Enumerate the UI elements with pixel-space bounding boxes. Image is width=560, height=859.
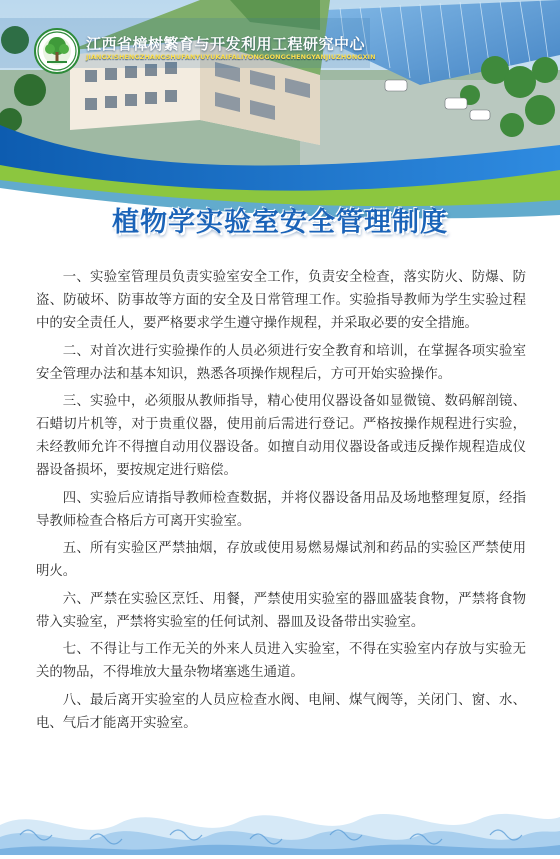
page-title: 植物学实验室安全管理制度 [112, 207, 448, 238]
rule-item-1: 一、实验室管理员负责实验室安全工作，负责安全检查，落实防火、防爆、防盗、防破坏、防事故等方面的安全及日常管理工作。实验指导教师为学生实验过程中的安全责任人，要严格要求学生遵守操作规程，并采取必要的安全措施。 [36, 270, 526, 331]
camphor-tree-logo-icon [36, 30, 78, 72]
wave-decoration [0, 795, 560, 855]
rule-item-3: 三、实验中，必须服从教师指导，精心使用仪器设备如显微镜、数码解剖镜、石蜡切片机等，对于贵重仪器，使用前后需进行登记。严格按操作规程进行实验，未经教师允许不得擅自动用仪器设备。如擅自动用仪器设备或违反操作规程造成仪器设备损坏，要按规定进行赔偿。 [36, 394, 526, 478]
org-name: 江西省樟树繁育与开发利用工程研究中心 [86, 35, 366, 53]
rule-item-7: 七、不得让与工作无关的外来人员进入实验室，不得在实验室内存放与实验无关的物品，不得堆放大量杂物堵塞逃生通道。 [36, 642, 526, 680]
rules-list [36, 266, 526, 739]
org-logo [34, 28, 80, 74]
rule-item-5: 五、所有实验区严禁抽烟，存放或使用易燃易爆试剂和药品的实验区严禁使用明火。 [36, 541, 526, 579]
rule-item-6: 六、严禁在实验区烹饪、用餐，严禁使用实验室的器皿盛装食物，严禁将食物带入实验室，严禁将实验室的任何试剂、器皿及设备带出实验室。 [36, 591, 526, 630]
rule-item-2: 二、对首次进行实验操作的人员必须进行安全教育和培训，在掌握各项实验室安全管理办法和基本知识，熟悉各项操作规程后，方可开始实验操作。 [36, 343, 526, 382]
wave-footer [0, 795, 560, 855]
rule-item-8: 八、最后离开实验室的人员应检查水阀、电闸、煤气阀等，关闭门、窗、水、电、气后才能离开实验室。 [36, 692, 526, 731]
org-name-pinyin: JIANGXISHENGZHANGSHUFANYUYUKAIFALIYONGGONGCHENGYANJIUZHONGXIN [86, 53, 376, 61]
rule-item-4: 四、实验后应请指导教师检查数据，并将仪器设备用品及场地整理复原，经指导教师检查合格后方可离开实验室。 [36, 490, 526, 529]
